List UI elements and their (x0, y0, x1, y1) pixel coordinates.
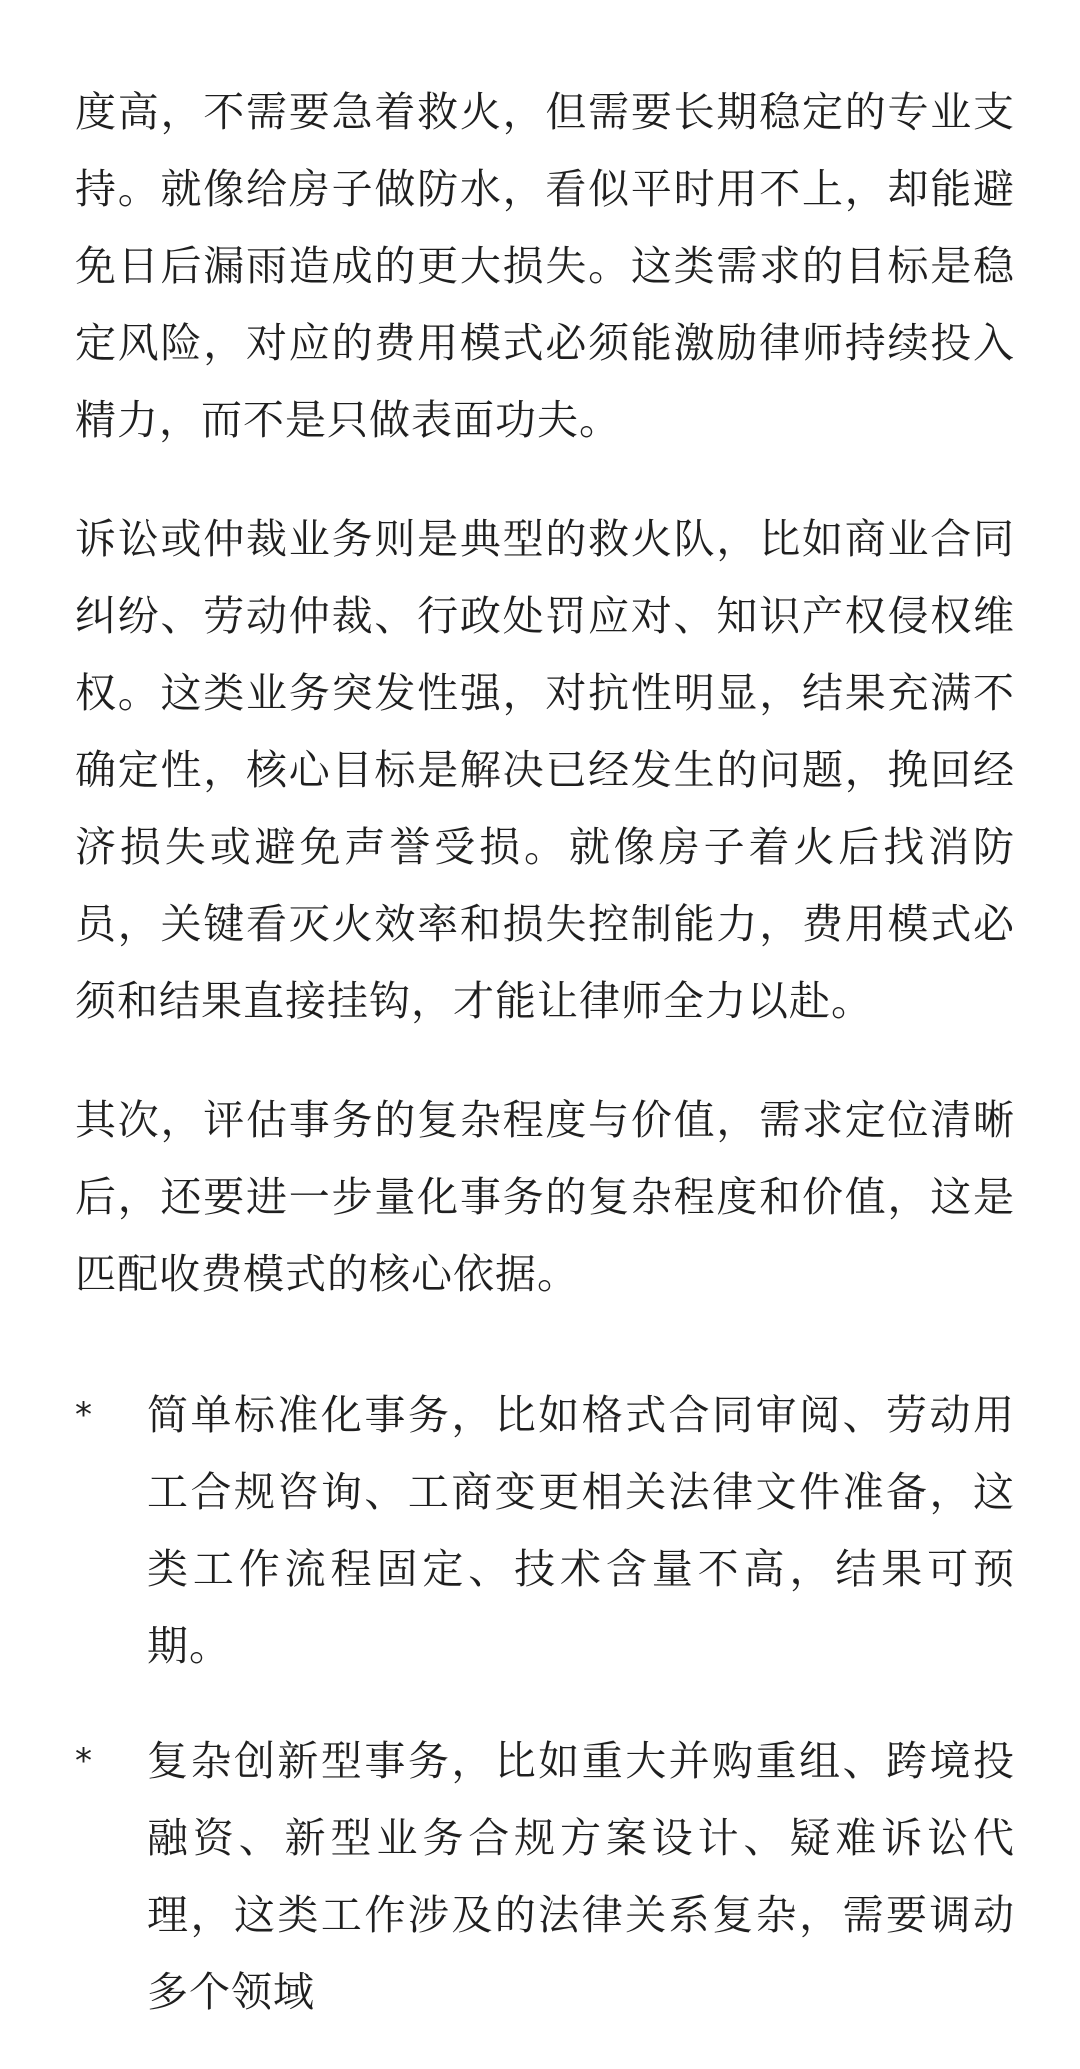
bullet-item-complex (75, 1723, 1015, 2031)
paragraph-long-term-support: 度高，不需要急着救火，但需要长期稳定的专业支持。就像给房子做防水，看似平时用不上，却能避免日后漏雨造成的更大损失。这类需求的目标是稳定风险，对应的费用模式必须能激励律师持续投入精力，而不是只做表面功夫。 (75, 88, 1015, 444)
bullet-text-complex: 复杂创新型事务，比如重大并购重组、跨境投融资、新型业务合规方案设计、疑难诉讼代理，这类工作涉及的法律关系复杂，需要调动多个领域 (147, 1737, 1015, 2016)
paragraph-complexity-assessment: 其次，评估事务的复杂程度与价值，需求定位清晰后，还要进一步量化事务的复杂程度和价值，这是匹配收费模式的核心依据。 (75, 1096, 1015, 1298)
paragraph-litigation: 诉讼或仲裁业务则是典型的救火队，比如商业合同纠纷、劳动仲裁、行政处罚应对、知识产权侵权维权。这类业务突发性强，对抗性明显，结果充满不确定性，核心目标是解决已经发生的问题，挽回经济损失或避免声誉受损。就像房子着火后找消防员，关键看灭火效率和损失控制能力，费用模式必须和结果直接挂钩，才能让律师全力以赴。 (75, 515, 1015, 1025)
bullet-list (75, 1377, 1015, 2031)
article-body (75, 0, 1015, 2069)
asterisk-bullet-icon: * (75, 1741, 92, 1781)
bullet-item-simple (75, 1377, 1015, 1685)
bullet-text-simple: 简单标准化事务，比如格式合同审阅、劳动用工合规咨询、工商变更相关法律文件准备，这类工作流程固定、技术含量不高，结果可预期。 (147, 1391, 1015, 1670)
asterisk-bullet-icon: * (75, 1395, 92, 1435)
